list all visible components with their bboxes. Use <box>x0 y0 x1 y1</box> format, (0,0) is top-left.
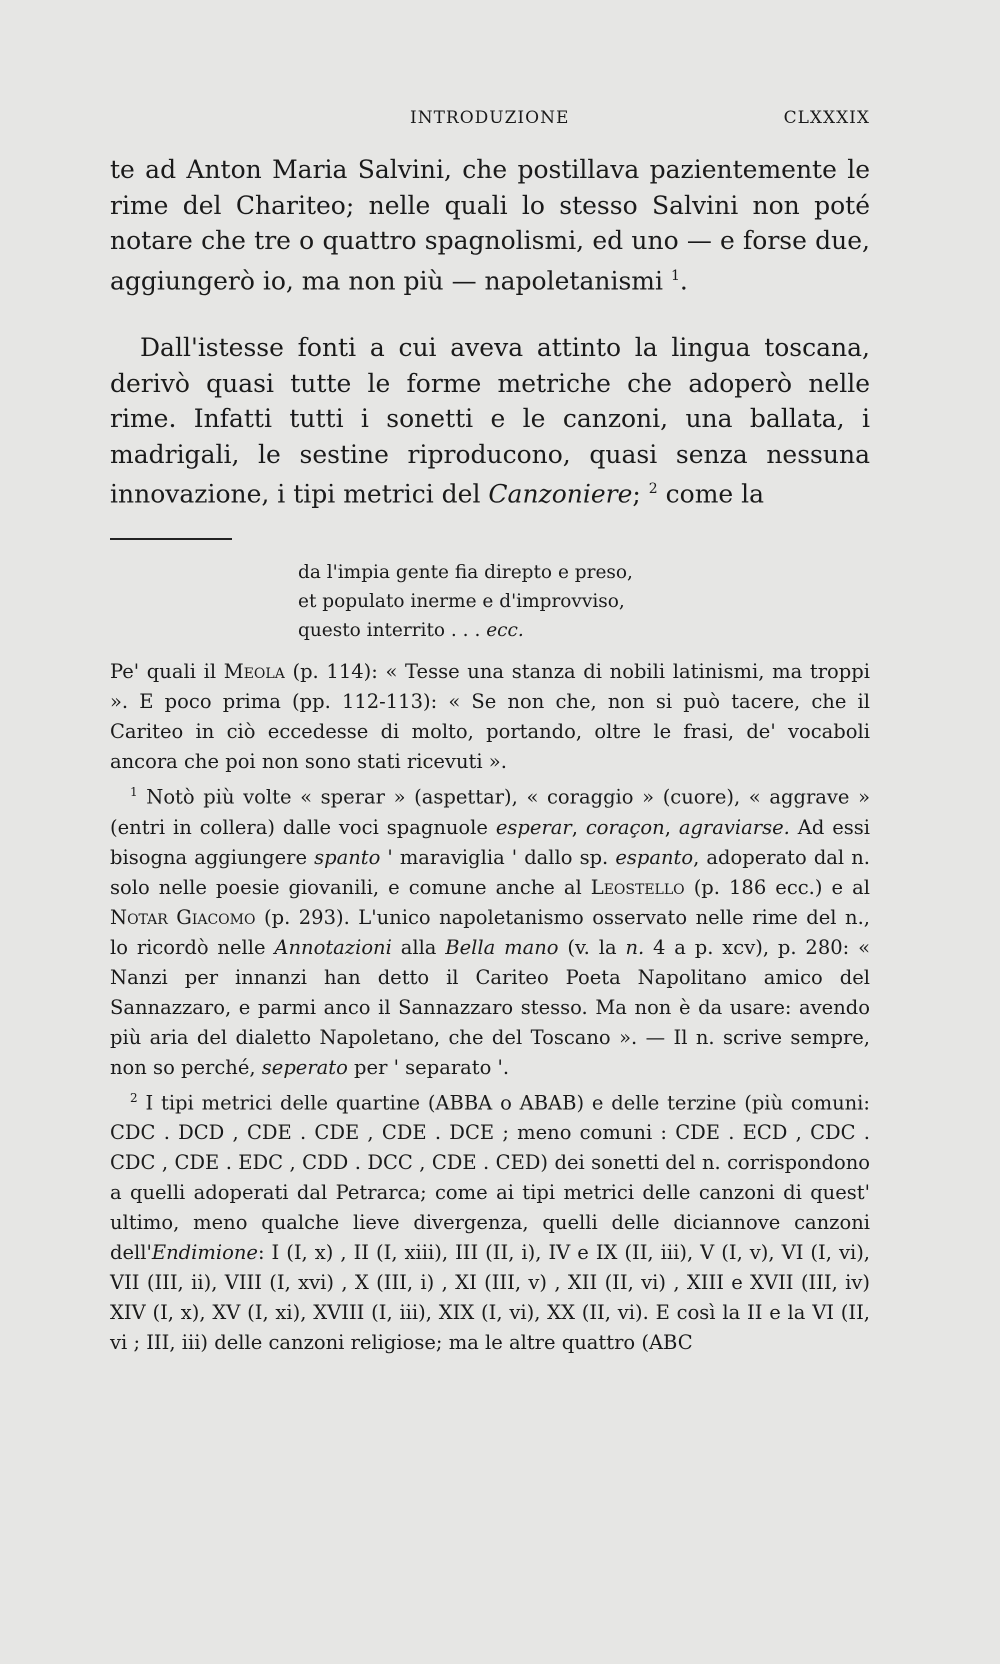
text-run: Ad essi bisogna aggiungere <box>110 815 871 869</box>
author-name: Notar Giacomo <box>110 905 256 929</box>
text-run: ' maraviglia ' dallo sp. <box>380 845 616 869</box>
text-run: , adoperato dal n. solo nelle poesie giovanili, e comune anche al <box>110 845 870 899</box>
footnote-1 <box>110 777 870 1083</box>
paragraph <box>110 152 870 298</box>
page-content <box>110 104 870 1358</box>
text-run: alla <box>391 935 446 959</box>
author-name: Meola <box>223 660 285 684</box>
verse-quote <box>298 558 870 645</box>
running-header <box>110 104 870 138</box>
verse-line <box>298 616 870 645</box>
footnote-marker: 2 <box>130 1090 138 1105</box>
footnote-marker: 2 <box>648 481 658 498</box>
text-run: , <box>664 815 679 839</box>
italic-text: Canzoniere <box>488 479 633 509</box>
page-number: CLXXXIX <box>783 108 870 128</box>
italic-text: spanto <box>314 845 381 869</box>
verse-line: et populato inerme e d'improvviso, <box>298 591 625 613</box>
footnote-marker: 1 <box>130 785 138 800</box>
italic-text: espanto <box>615 845 694 869</box>
footnote-2 <box>110 1083 870 1359</box>
text-run: . <box>679 265 688 295</box>
text-run: Notò più volte « sperar » (aspettar), « coraggio » (cuore), « aggrave » (entri in collera) dalle voci spagnuole <box>110 785 870 839</box>
italic-text: Endimione <box>151 1241 258 1265</box>
text-run: (v. la <box>558 935 626 959</box>
main-text <box>110 152 870 512</box>
text-run: (p. 114): « Tesse una stanza di nobili latinismi, ma troppi ». E poco prima (pp. 112-113): « Se non che, non si può tacere, che il Cariteo in ciò eccedesse di molto, portando, oltre le frasi, de' vocaboli ancora che poi non sono stati ricevuti ». <box>110 660 870 774</box>
text-run: I tipi metrici delle quartine (ABBA o ABAB) e delle terzine (più comuni: CDC . DCD , CDE . CDE , CDE . DCE ; meno comuni : CDE . ECD , CDC . CDC , CDE . EDC , CDD . DCC , CDE . CED) dei sonetti del n. corrispondono a quelli adoperati dal Petrarca; come ai tipi metrici delle canzoni di quest' ultimo, meno qualche lieve divergenza, quelli delle diciannove canzoni dell' <box>110 1091 870 1265</box>
text-run: (p. 293). L'unico napoletanismo osservato nelle rime del n., lo ricordò nelle <box>110 905 870 959</box>
text-run: te ad Anton Maria Salvini, che postillava pazientemente le rime del Chariteo; nelle quali lo stesso Salvini non poté notare che tre o quattro spagnolismi, ed uno — e forse due, aggiungerò io, ma non più — napoletanismi <box>110 155 870 295</box>
italic-text: n. <box>625 935 645 959</box>
text-run: , <box>571 815 586 839</box>
italic-text: coraçon <box>585 815 665 839</box>
verse-line-text: questo interrito . . . <box>298 620 481 642</box>
paragraph <box>110 330 870 512</box>
text-run: : I (I, x) , II (I, xiii), III (II, i), IV e IX (II, iii), V (I, v), VI (I, vi), VII (III, ii), VIII (I, xvi) , X (III, i) , XI (III, v) , XII (II, vi) , XIII e XVII (III, iv) XIV (I, x), XV (I, xi), XVIII (I, iii), XIX (I, vi), XX (II, vi). E così la II e la VI (II, vi ; III, iii) delle canzoni religiose; ma le altre quattro (ABC <box>110 1241 870 1355</box>
author-name: Leostello <box>590 875 685 899</box>
italic-text: agraviarse. <box>678 815 790 839</box>
footnote-continuation <box>110 657 870 777</box>
running-title: INTRODUZIONE <box>410 108 570 128</box>
italic-text: Bella mano <box>445 935 559 959</box>
footnotes <box>110 657 870 1358</box>
text-run: Dall'istesse fonti a cui aveva attinto la lingua toscana, derivò quasi tutte le forme metriche che adoperò nelle rime. Infatti tutti i sonetti e le canzoni, una ballata, i madrigali, le sestine riproducono, quasi senza nessuna innovazione, i tipi metrici del <box>110 333 870 509</box>
text-run: per ' separato '. <box>347 1055 510 1079</box>
text-run: come la <box>657 479 765 509</box>
text-run: Pe' quali il <box>110 660 224 684</box>
verse-line: da l'impia gente fia direpto e preso, <box>298 562 633 584</box>
italic-text: esperar <box>495 815 572 839</box>
footnote-rule <box>110 538 232 540</box>
text-run: ; <box>632 479 649 509</box>
italic-text: Annotazioni <box>274 935 392 959</box>
verse-ecc: ecc. <box>486 620 524 642</box>
footnote-marker: 1 <box>670 267 680 284</box>
text-run: (p. 186 ecc.) e al <box>684 875 870 899</box>
text-run: 4 a p. xcv), p. 280: « Nanzi per innanzi han detto il Cariteo Poeta Napolitano amico del Sannazzaro, e parmi anco il Sannazzaro stesso. Ma non è da usare: avendo più aria del dialetto Napoletano, che del Toscano ». — Il n. scrive sempre, non so perché, <box>110 935 870 1079</box>
italic-text: seperato <box>261 1055 348 1079</box>
